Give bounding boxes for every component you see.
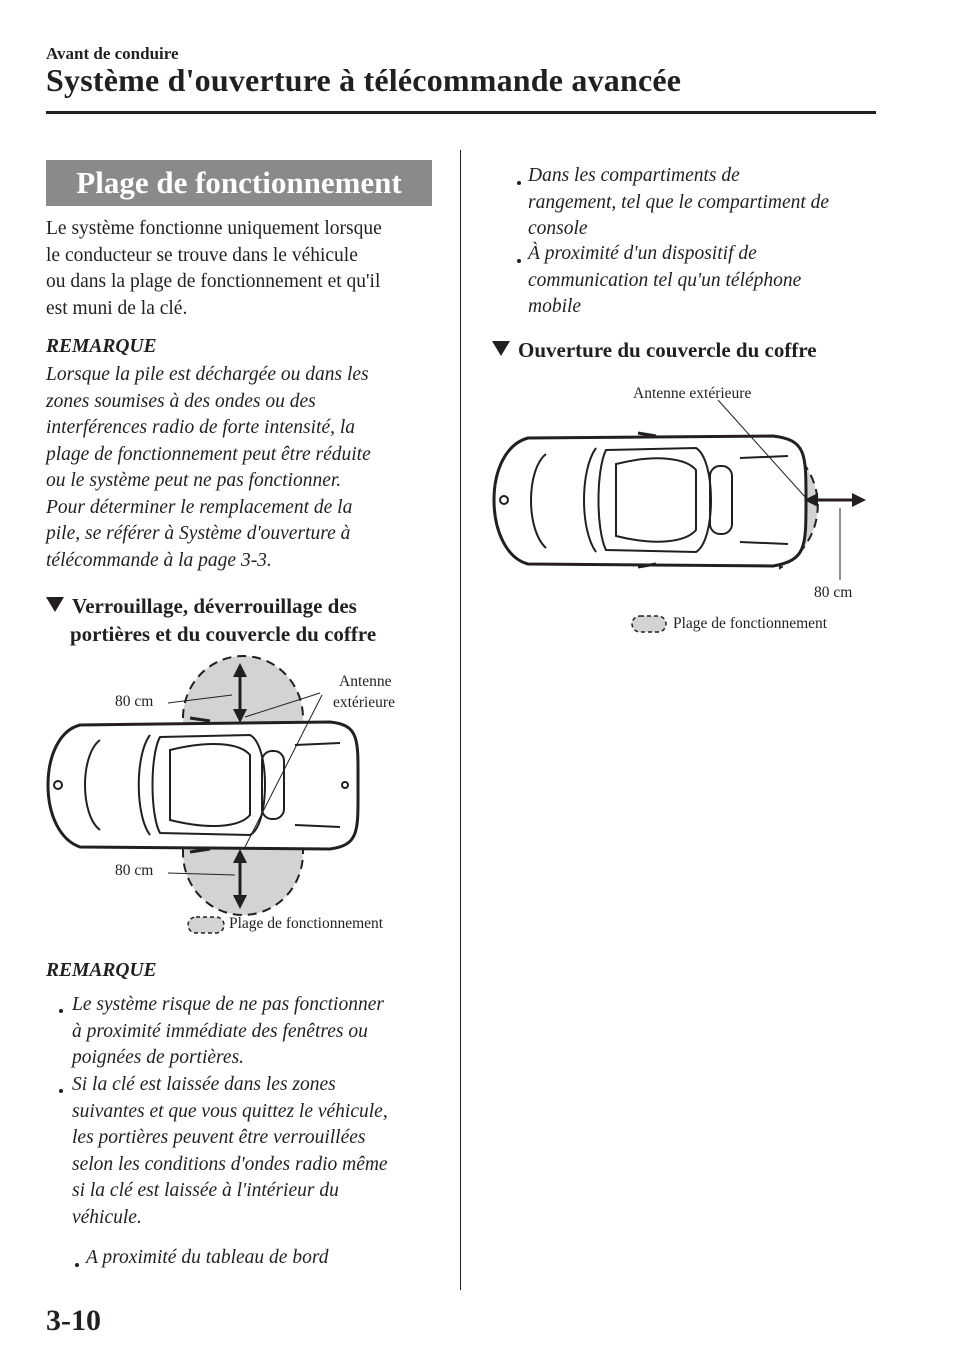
page-number: 3-10 [46, 1304, 101, 1337]
distance-label: 80 cm [115, 693, 154, 710]
remark-title: REMARQUE [46, 336, 157, 357]
header-rule [46, 111, 876, 114]
subsection-heading-trunk: Ouverture du couvercle du coffre [492, 336, 817, 364]
car-top-view [494, 433, 806, 567]
column-divider [460, 150, 461, 1290]
section-banner: Plage de fonctionnement [46, 160, 432, 206]
location-sub-bullet: A proximité du tableau de bord [86, 1247, 329, 1268]
remark-line: ou le système peut ne pas fonctionner. [46, 470, 342, 491]
bullet-icon [517, 181, 521, 185]
operating-range-diagram-trunk [488, 378, 878, 643]
section-label: Avant de conduire [46, 44, 179, 63]
remark-line: Pour déterminer le remplacement de la [46, 496, 353, 518]
intro-line: Le système fonctionne uniquement lorsque [46, 218, 382, 239]
antenna-label: Antenne [339, 673, 392, 690]
remark-line: zones soumises à des ondes ou des [46, 390, 316, 412]
distance-label: 80 cm [814, 584, 853, 601]
remark-line: plage de fonctionnement peut être réduite [46, 443, 371, 465]
intro-line: est muni de la clé. [46, 297, 188, 319]
intro-paragraph [46, 216, 446, 322]
remark-bullet: Si la clé est laissée dans les zones suivantes et que vous quittez le véhicule, les portières peuvent être verrouillées selon les conditions d'ondes radio même si la clé est laissée à l'intérieur du véhicule. [72, 1074, 388, 1228]
range-legend-swatch-icon [188, 917, 224, 933]
antenna-label: Antenne extérieure [633, 385, 752, 402]
remark-line: interférences radio de forte intensité, la [46, 417, 356, 438]
intro-line: ou dans la plage de fonctionnement et qu'il [46, 271, 381, 292]
remark-bullet: Le système risque de ne pas fonctionner à proximité immédiate des fenêtres ou poignées de portières. [72, 994, 384, 1068]
legend-label: Plage de fonctionnement [673, 615, 828, 632]
triangle-marker-icon [492, 341, 510, 356]
bullet-icon [75, 1263, 79, 1267]
location-sub-bullet: Dans les compartiments de rangement, tel que le compartiment de console [528, 165, 830, 239]
triangle-marker-icon [46, 597, 64, 612]
distance-label: 80 cm [115, 862, 154, 879]
remark-title: REMARQUE [46, 960, 157, 981]
antenna-label: extérieure [333, 694, 395, 711]
intro-line: le conducteur se trouve dans le véhicule [46, 244, 358, 266]
legend-label: Plage de fonctionnement [229, 915, 384, 932]
remark-paragraph [46, 362, 446, 574]
bullet-icon [59, 1089, 63, 1093]
subsection-heading-lock: Verrouillage, déverrouillage des portières et du couvercle du coffre [46, 592, 456, 648]
page-title: Système d'ouverture à télécommande avancée [46, 62, 682, 98]
car-top-view [48, 718, 358, 852]
bullet-icon [517, 259, 521, 263]
range-legend-swatch-icon [632, 616, 666, 632]
bullet-icon [59, 1009, 63, 1013]
location-sub-bullet: À proximité d'un dispositif de communication tel qu'un téléphone mobile [528, 243, 802, 317]
remark-line: Lorsque la pile est déchargée ou dans les [46, 364, 369, 385]
remark-line: télécommande à la page 3-3. [46, 549, 272, 571]
remark-line: pile, se référer à Système d'ouverture à [46, 523, 351, 544]
